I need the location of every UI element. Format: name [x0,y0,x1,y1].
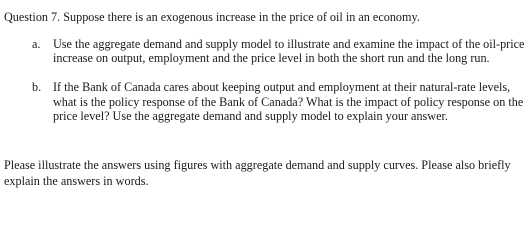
question-part-b [4,80,525,138]
question-title: Question 7. Suppose there is an exogenous increase in the price of oil in an economy. [4,10,420,24]
question-parts-list [4,37,525,138]
part-b-text: If the Bank of Canada cares about keeping output and employment at their natural-rate levels, what is the policy response of the Bank of Canada? What is the impact of policy response on the price level? Use the aggregate demand and supply model to explain your answer. [53,80,524,123]
part-a-text: Use the aggregate demand and supply model to illustrate and examine the impact of the oil-price increase on output, employment and the price level in both the short run and the long run. [53,37,525,66]
part-a-marker: a. [32,37,41,51]
part-b-marker: b. [32,80,42,94]
answer-instructions: Please illustrate the answers using figures with aggregate demand and supply curves. Please also briefly explain the answers in words. [4,158,511,188]
question-part-a [4,37,525,80]
